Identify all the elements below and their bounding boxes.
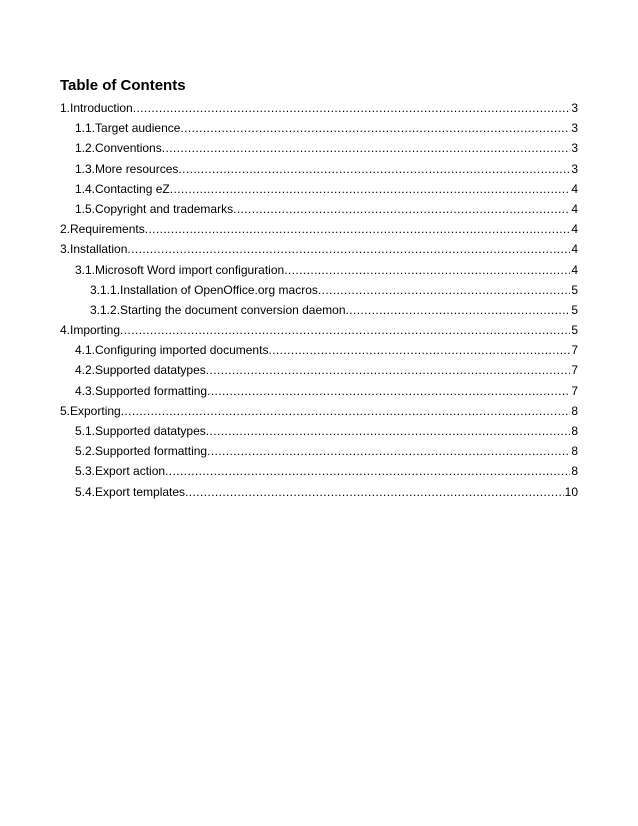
toc-entry[interactable] [60,441,578,461]
toc-entry-label: 4.1.Configuring imported documents [75,343,269,358]
toc-leader [178,159,570,179]
toc-leader [346,300,571,320]
toc-entry-label: 4.2.Supported datatypes [75,363,206,378]
toc-page-number: 8 [571,424,578,438]
toc-page-number: 3 [571,121,578,136]
toc-entry-label: 3.1.2.Starting the document conversion daemon [90,302,346,317]
toc-page-number: 3 [571,101,578,115]
toc-entry[interactable] [60,340,578,360]
toc-page-number: 3 [571,161,578,176]
toc-page-number: 5 [571,323,578,338]
toc-entry-label: 4.3.Supported formatting [75,383,208,398]
toc-entry[interactable] [60,179,578,199]
toc-leader [268,340,570,360]
toc-leader [318,280,570,300]
toc-entry[interactable] [60,482,578,502]
toc-entry-label: 3.Installation [60,242,128,257]
toc-entry[interactable] [60,118,578,138]
toc-leader [165,461,570,481]
toc-page-number: 7 [571,383,578,398]
toc-entry-label: 3.1.Microsoft Word import configuration [75,262,285,277]
toc-entry-label: 4.Importing [60,323,121,338]
toc-entry-label: 5.4.Export templates [75,484,186,499]
toc-page-number: 4 [571,262,578,277]
toc-entry-label: 5.Exporting [60,403,121,418]
toc-entry-label: 5.1.Supported datatypes [75,424,206,438]
toc-entry[interactable] [60,219,578,239]
toc-leader [121,401,571,421]
toc-list [60,98,578,502]
toc-entry-label: 1.3.More resources [75,161,179,176]
toc-leader [170,179,571,199]
toc-entry-label: 1.4.Contacting eZ [75,181,170,196]
toc-entry-label: 1.5.Copyright and trademarks [75,201,234,216]
toc-page-number: 5 [571,302,578,317]
toc-leader [233,199,570,219]
toc-entry[interactable] [60,98,578,118]
toc-entry-label: 5.2.Supported formatting [75,444,208,459]
toc-entry-label: 1.Introduction [60,101,133,115]
toc-leader [145,219,571,239]
toc-entry-label: 1.2.Conventions [75,141,162,156]
toc-page-number: 3 [571,141,578,156]
toc-page-number: 8 [571,444,578,459]
toc-leader [120,320,570,340]
toc-page-number: 10 [564,484,578,499]
toc-leader [206,421,571,441]
toc-entry[interactable] [60,401,578,421]
toc-leader [185,482,564,502]
toc-page-number: 4 [571,201,578,216]
toc-page-number: 8 [571,464,578,479]
toc-entry-label: 3.1.1.Installation of OpenOffice.org macros [90,282,318,297]
toc-entry[interactable] [60,320,578,340]
toc-page-number: 4 [571,181,578,196]
toc-entry[interactable] [60,360,578,380]
toc-leader [207,381,570,401]
toc-entry[interactable] [60,138,578,158]
toc-page-number: 7 [571,343,578,358]
toc-leader [180,118,570,138]
toc-entry-label: 1.1.Target audience [75,121,181,136]
toc-leader [284,260,570,280]
toc-leader [206,360,571,380]
toc-entry[interactable] [60,381,578,401]
toc-page-number: 4 [571,242,578,257]
toc-page-number: 4 [571,222,578,237]
toc-page-number: 8 [571,403,578,418]
toc-entry[interactable] [60,421,578,441]
toc-leader [162,138,571,158]
toc-leader [127,239,570,259]
toc-entry[interactable] [60,260,578,280]
toc-leader [133,98,571,118]
toc-entry-label: 5.3.Export action [75,464,166,479]
toc-entry[interactable] [60,300,578,320]
toc-leader [207,441,570,461]
toc-entry-label: 2.Requirements [60,222,145,237]
toc-entry[interactable] [60,280,578,300]
toc-entry[interactable] [60,461,578,481]
toc-entry[interactable] [60,239,578,259]
toc-page-number: 7 [571,363,578,378]
toc-title: Table of Contents [60,77,186,94]
toc-entry[interactable] [60,159,578,179]
toc-entry[interactable] [60,199,578,219]
toc-page-number: 5 [571,282,578,297]
